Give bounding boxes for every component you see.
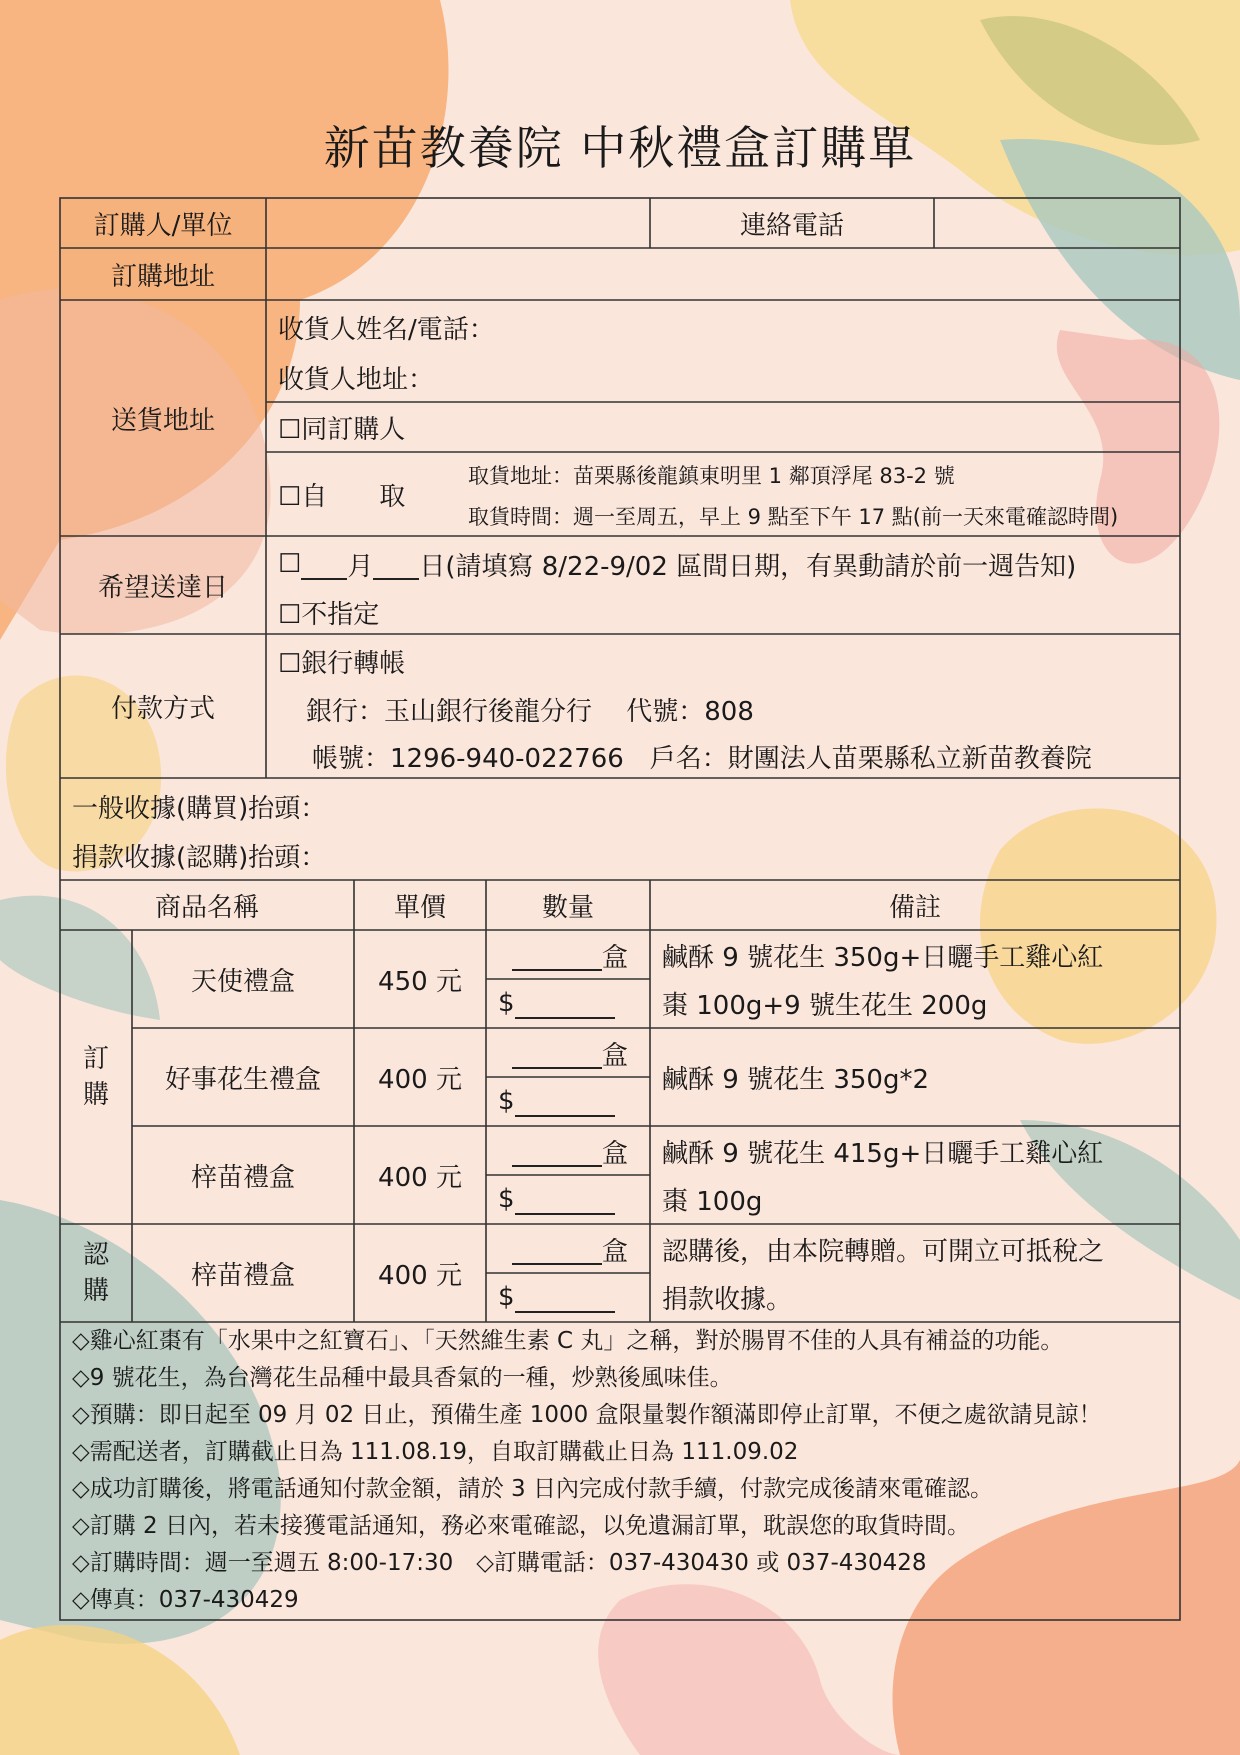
product-name: 好事花生禮盒 — [164, 1064, 321, 1095]
receipt-general[interactable]: 一般收據(購買)抬頭： — [72, 793, 327, 824]
order-address-label: 訂購地址 — [60, 248, 266, 300]
bank-info: 銀行：玉山銀行後龍分行 代號：808 — [306, 696, 754, 727]
product-name: 梓苗禮盒 — [190, 1162, 295, 1193]
pickup-time: 取貨時間：週一至周五，早上 9 點至下午 17 點(前一天來電確認時間) — [468, 505, 1119, 529]
amount-field[interactable]: $ — [498, 980, 638, 1026]
product-price: 400 元 — [378, 1064, 462, 1095]
self-pickup-checkbox[interactable]: ☐自 取 — [278, 481, 406, 512]
desired-date-label: 希望送達日 — [97, 572, 228, 603]
header-notes: 備註 — [888, 892, 941, 923]
group-donate-label: 認 購 — [82, 1240, 109, 1306]
note-item: ◇成功訂購後，將電話通知付款金額，請於 3 日內完成付款手續，付款完成後請來電確認。 — [72, 1476, 993, 1502]
pickup-address: 取貨地址：苗栗縣後龍鎮東明里 1 鄰頂浮尾 83-2 號 — [468, 464, 955, 488]
recipient-name-phone[interactable]: 收貨人姓名/電話： — [278, 314, 495, 345]
unspecified-checkbox[interactable]: ☐不指定 — [278, 599, 380, 630]
recipient-address[interactable]: 收貨人地址： — [278, 364, 435, 395]
group-order-label: 訂 購 — [82, 1044, 109, 1110]
quantity-box-field[interactable]: 盒 — [512, 1128, 638, 1174]
product-note-line: 捐款收據。 — [662, 1284, 793, 1315]
note-item: ◇傳真：037-430429 — [72, 1587, 299, 1613]
product-note-line: 棗 100g — [662, 1186, 763, 1217]
note-item: ◇預購：即日起至 09 月 02 日止，預備生產 1000 盒限量製作額滿即停止訂單，不便之處欲請見諒！ — [72, 1402, 1102, 1428]
desired-date-line[interactable]: ☐ 月 日(請填寫 8/22-9/02 區間日期，有異動請於前一週告知) — [278, 549, 1077, 582]
orderer-label: 訂購人/單位 — [60, 198, 266, 248]
product-note-line: 鹹酥 9 號花生 350g+日曬手工雞心紅 — [662, 942, 1104, 973]
page-title: 新苗教養院 中秋禮盒訂購單 — [323, 121, 917, 175]
notes-list — [72, 1323, 1102, 1619]
amount-field[interactable]: $ — [498, 1176, 638, 1222]
note-item: ◇雞心紅棗有「水果中之紅寶石」、「天然維生素 C 丸」之稱，對於腸胃不佳的人具有補益的功能。 — [72, 1328, 1064, 1354]
product-note-line: 鹹酥 9 號花生 415g+日曬手工雞心紅 — [662, 1138, 1104, 1169]
header-unit-price: 單價 — [393, 892, 446, 923]
product-note-line: 鹹酥 9 號花生 350g*2 — [662, 1064, 930, 1095]
phone-label: 連絡電話 — [739, 210, 844, 241]
product-price: 400 元 — [378, 1162, 462, 1193]
header-product-name: 商品名稱 — [154, 892, 259, 923]
note-item: ◇需配送者，訂購截止日為 111.08.19，自取訂購截止日為 111.09.02 — [72, 1439, 799, 1465]
amount-field[interactable]: $ — [498, 1078, 638, 1124]
note-item: ◇訂購 2 日內，若未接獲電話通知，務必來電確認，以免遺漏訂單，耽誤您的取貨時間。 — [72, 1513, 970, 1539]
delivery-label: 送貨地址 — [110, 405, 215, 436]
bank-transfer-checkbox[interactable]: ☐銀行轉帳 — [278, 648, 406, 679]
account-info: 帳號：1296-940-022766 戶名：財團法人苗栗縣私立新苗教養院 — [312, 743, 1092, 774]
yellow-blob-bottom-left — [0, 1625, 240, 1755]
order-address-input[interactable] — [266, 248, 1180, 300]
quantity-box-field[interactable]: 盒 — [512, 1226, 638, 1272]
note-item: ◇訂購時間：週一至週五 8:00-17:30 ◇訂購電話：037-430430 或 037-430428 — [72, 1550, 927, 1576]
product-name: 天使禮盒 — [190, 966, 295, 997]
quantity-box-field[interactable]: 盒 — [512, 1030, 638, 1076]
same-as-orderer-checkbox[interactable]: ☐同訂購人 — [278, 414, 406, 445]
orderer-input[interactable] — [266, 198, 650, 248]
month-blank[interactable] — [301, 548, 347, 580]
payment-label: 付款方式 — [110, 693, 215, 724]
product-price: 450 元 — [378, 966, 462, 997]
amount-field[interactable]: $ — [498, 1274, 638, 1320]
day-blank[interactable] — [373, 548, 419, 580]
header-quantity: 數量 — [541, 892, 594, 923]
receipt-donation[interactable]: 捐款收據(認購)抬頭： — [72, 842, 327, 873]
quantity-box-field[interactable]: 盒 — [512, 932, 638, 978]
product-price: 400 元 — [378, 1260, 462, 1291]
product-name: 梓苗禮盒 — [190, 1260, 295, 1291]
note-item: ◇9 號花生，為台灣花生品種中最具香氣的一種，炒熟後風味佳。 — [72, 1365, 733, 1391]
product-note-line: 棗 100g+9 號生花生 200g — [662, 990, 988, 1021]
phone-input[interactable] — [934, 198, 1180, 248]
product-note-line: 認購後，由本院轉贈。可開立可抵稅之 — [662, 1236, 1105, 1267]
